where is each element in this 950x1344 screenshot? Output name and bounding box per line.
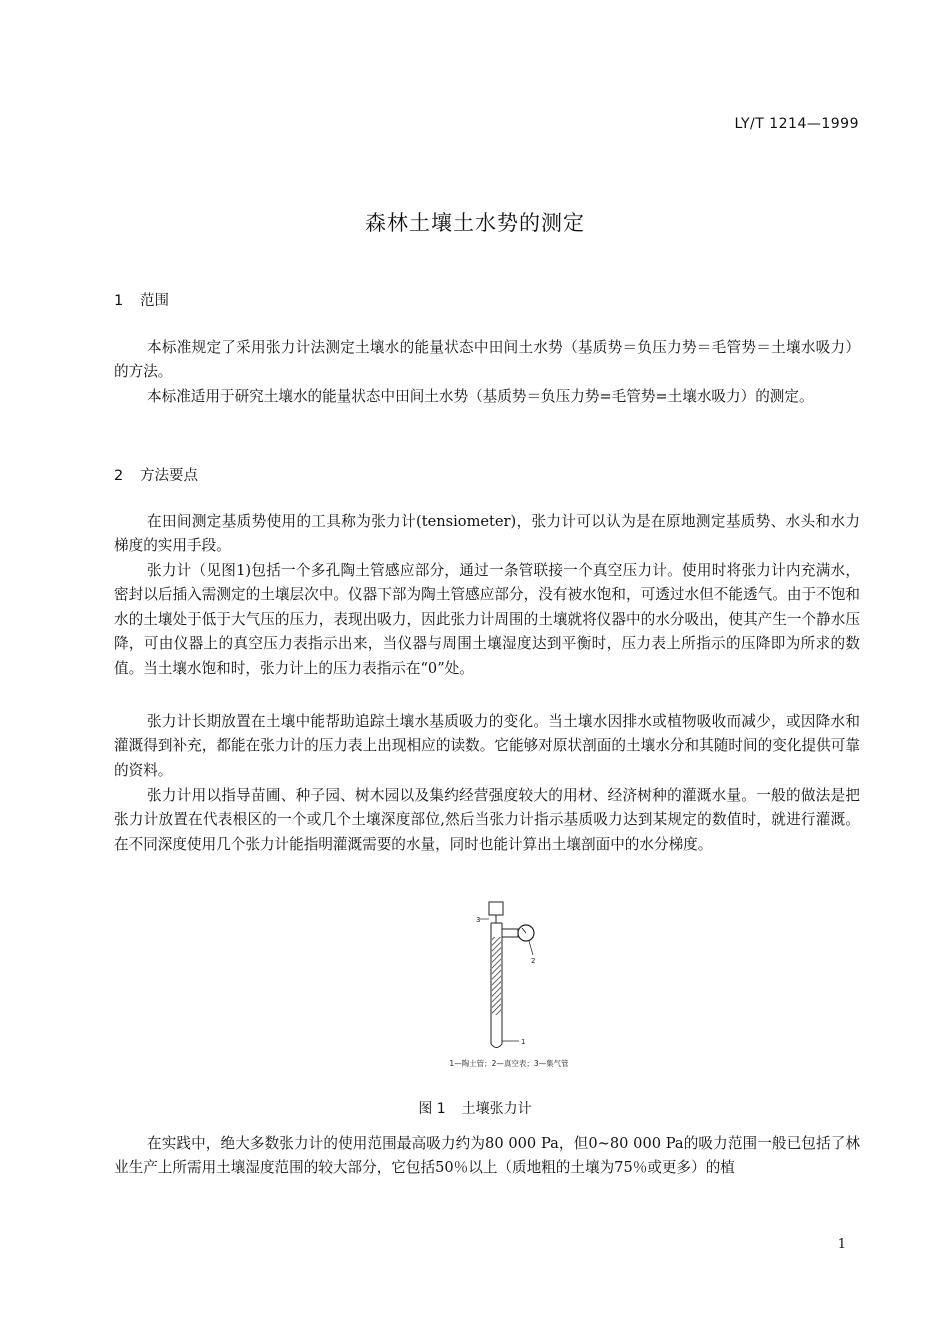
paragraph: 张力计用以指导苗圃、种子园、树木园以及集约经营强度较大的用材、经济树种的灌溉水量。一般的做法是把张力计放置在代表根区的一个或几个土壤深度部位,然后当张力计指示基质吸力达到某规定的数值时，就进行灌溉。在不同深度使用几个张力计能指明灌溉需要的水量，同时也能计算出土壤剖面中的水分梯度。: [114, 787, 860, 853]
ceramic-cup: [491, 1039, 502, 1048]
section-title: 方法要点: [140, 468, 198, 484]
paragraph: 本标准规定了采用张力计法测定土壤水的能量状态中田间土水势（基质势＝负压力势＝毛管势＝土壤水吸力）的方法。: [114, 339, 860, 381]
figure-legend: 1—陶土管；2—真空表；3—集气管: [449, 1059, 569, 1068]
section-2-heading: [114, 464, 198, 485]
section-1-heading: [114, 289, 169, 310]
figure-title: 土壤张力计: [461, 1101, 532, 1117]
label-1: 1: [521, 1038, 526, 1046]
paragraph: 张力计长期放置在土壤中能帮助追踪土壤水基质吸力的变化。当土壤水因排水或植物吸收而减少，或因降水和灌溉得到补充，都能在张力计的压力表上出现相应的读数。它能够对原状剖面的土壤水分和其随时间的变化提供可靠的资料。: [114, 713, 860, 779]
section-number: 1: [114, 293, 124, 309]
section-title: 范围: [140, 293, 169, 309]
paragraph: 本标准适用于研究土壤水的能量状态中田间土水势（基质势＝负压力势=毛管势=土壤水吸力）的测定。: [147, 388, 814, 405]
paragraph: 在田间测定基质势使用的工具称为张力计(tensiometer)，张力计可以认为是在原地测定基质势、水头和水力梯度的实用手段。: [114, 513, 860, 555]
leader-line-2: [529, 941, 533, 955]
gauge-connector: [502, 929, 518, 937]
air-chamber: [489, 902, 503, 915]
document-title: 森林土壤土水势的测定: [365, 211, 585, 235]
section-number: 2: [114, 468, 124, 484]
tensiometer-figure: [425, 893, 593, 1073]
water-column: [492, 937, 501, 1015]
paragraph: 在实践中，绝大多数张力计的使用范围最高吸力约为80 000 Pa，但0~80 000 Pa的吸力范围一般已包括了林业生产上所需用土壤湿度范围的较大部分，它包括50％以上（质地粗的土壤为75％或更多）的植: [114, 1135, 860, 1177]
page-number: 1: [837, 1237, 846, 1252]
figure-number: 图 1: [418, 1101, 446, 1117]
label-2: 2: [531, 957, 536, 965]
standard-code: LY/T 1214—1999: [734, 116, 859, 132]
tensiometer-diagram: [425, 893, 593, 1073]
paragraph: 张力计（见图1)包括一个多孔陶土管感应部分，通过一条管联接一个真空压力计。使用时将张力计内充满水，密封以后插入需测定的土壤层次中。仪器下部为陶土管感应部分，没有被水饱和，可透过水但不能透气。由于不饱和水的土壤处于低于大气压的压力，表现出吸力，因此张力计周围的土壤就将仪器中的水分吸出，使其产生一个静水压降，可由仪器上的真空压力表指示出来，当仪器与周围土壤湿度达到平衡时，压力表上所指示的压降即为所求的数值。当土壤水饱和时，张力计上的压力表指示在“0”处。: [114, 562, 860, 677]
label-3: 3: [476, 916, 481, 924]
figure-caption: [0, 1098, 950, 1118]
